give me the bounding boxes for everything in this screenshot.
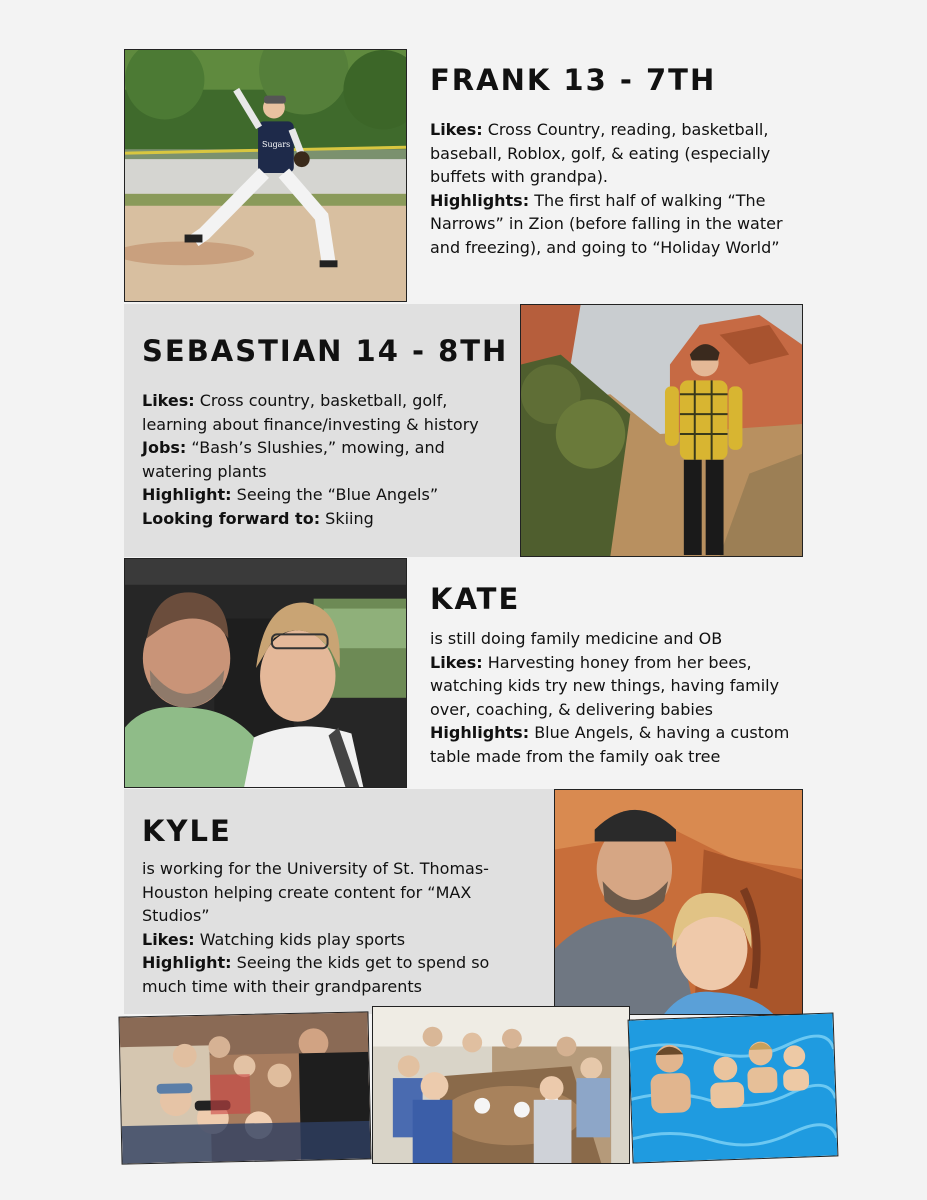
kate-highlights-text: Blue Angels, & having a custom table made from the family oak tree: [430, 723, 790, 766]
kate-highlights-label: Highlights:: [430, 723, 530, 743]
sebastian-likes-label: Likes:: [142, 391, 195, 410]
frank-baseball-photo: [124, 49, 407, 302]
kyle-intro: is working for the University of St. Thomas-Houston helping create content for “MAX Studios”: [142, 859, 489, 926]
sebastian-details: [142, 389, 502, 531]
frank-highlights-text: The first half of walking “The Narrows” in Zion (before falling in the water and freezing), and going to “Holiday World”: [430, 190, 783, 257]
frank-highlights-label: Highlights:: [430, 190, 530, 210]
kyle-highlight-text: Seeing the kids get to spend so much time with their grandparents: [142, 953, 490, 996]
sebastian-jobs-text: “Bash’s Slushies,” mowing, and watering plants: [142, 438, 445, 481]
kate-name: KATE: [430, 582, 521, 616]
kyle-and-kate-canyon-selfie: [554, 789, 803, 1015]
kids-swimming-pool-photo: [628, 1012, 839, 1163]
sebastian-jobs-label: Jobs:: [142, 438, 187, 458]
kyle-details: [142, 857, 512, 999]
frank-likes-text: Cross Country, reading, basketball, baseball, Roblox, golf, & eating (especially buffets with grandpa).: [430, 120, 771, 187]
kyle-highlight-label: Highlight:: [142, 953, 232, 973]
sebastian-highlight-text: Seeing the “Blue Angels”: [231, 485, 439, 505]
kyle-likes-text: Watching kids play sports: [194, 929, 406, 949]
sebastian-canyon-photo: [520, 304, 803, 557]
kate-intro: is still doing family medicine and OB: [430, 629, 723, 648]
sebastian-highlight-label: Highlight:: [142, 485, 232, 505]
frank-likes-label: Likes:: [430, 120, 483, 139]
kate-details: [430, 627, 800, 769]
sebastian-forward-text: Skiing: [320, 508, 374, 528]
kyle-likes-label: Likes:: [142, 929, 195, 949]
kate-and-kyle-car-photo: [124, 558, 407, 788]
kate-likes-text: Harvesting honey from her bees, watching kids try new things, having family over, coaching, & delivering babies: [430, 652, 780, 719]
kyle-name: KYLE: [142, 814, 232, 848]
family-dinner-photo: [372, 1006, 630, 1164]
sebastian-forward-label: Looking forward to:: [142, 508, 321, 528]
frank-name: FRANK 13 - 7TH: [430, 63, 717, 97]
family-group-photo-dam: [118, 1011, 371, 1164]
frank-details: [430, 118, 800, 260]
sebastian-likes-text: Cross country, basketball, golf, learning about finance/investing & history: [142, 391, 479, 434]
kate-likes-label: Likes:: [430, 652, 483, 672]
jersey-text: Sugars: [262, 140, 291, 150]
sebastian-name: SEBASTIAN 14 - 8TH: [142, 334, 509, 368]
